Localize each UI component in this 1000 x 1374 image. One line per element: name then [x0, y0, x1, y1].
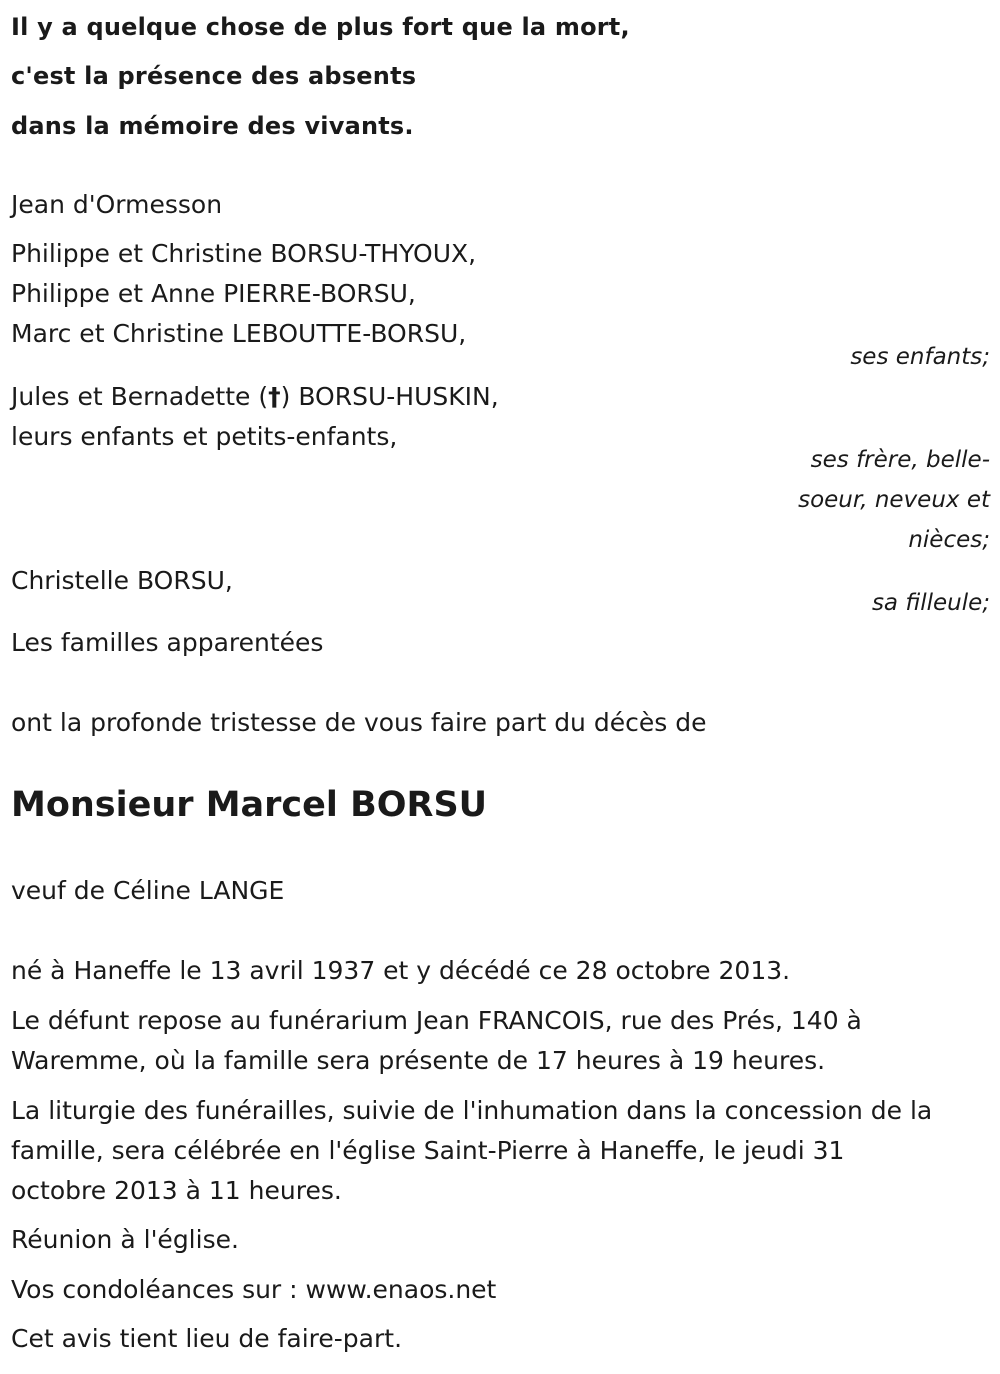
goddaughter: Christelle BORSU,: [11, 566, 233, 595]
children-line-3: Marc et Christine LEBOUTTE-BORSU,: [11, 319, 467, 348]
birth-death-line: né à Haneffe le 13 avril 1937 et y décédé ce 28 octobre 2013.: [11, 956, 791, 985]
children-line-2: Philippe et Anne PIERRE-BORSU,: [11, 279, 416, 308]
quote-line-3: dans la mémoire des vivants.: [11, 112, 414, 140]
liturgy-line-3: octobre 2013 à 11 heures.: [11, 1176, 342, 1205]
liturgy-line-2: famille, sera célébrée en l'église Saint-Pierre à Haneffe, le jeudi 31: [11, 1136, 845, 1165]
quote-line-2: c'est la présence des absents: [11, 62, 417, 90]
brother-prefix: Jules et Bernadette (: [11, 382, 269, 411]
brother-line-1: [11, 382, 499, 412]
spouse-line: veuf de Céline LANGE: [11, 876, 285, 905]
rest-line-1: Le défunt repose au funérarium Jean FRANCOIS, rue des Prés, 140 à: [11, 1006, 862, 1035]
brother-relation-line-2: soeur, neveux et: [798, 487, 990, 513]
announcement: ont la profonde tristesse de vous faire part du décès de: [11, 708, 707, 737]
condolences-line: Vos condoléances sur : www.enaos.net: [11, 1275, 497, 1304]
cross-icon: †: [268, 382, 281, 411]
brother-relation-line-3: nièces;: [908, 527, 990, 553]
related-families: Les familles apparentées: [11, 628, 324, 657]
goddaughter-relation: sa filleule;: [871, 590, 990, 616]
meeting-line: Réunion à l'église.: [11, 1225, 239, 1254]
liturgy-line-1: La liturgie des funérailles, suivie de l'inhumation dans la concession de la: [11, 1096, 933, 1125]
rest-line-2: Waremme, où la famille sera présente de 17 heures à 19 heures.: [11, 1046, 826, 1075]
brother-relation-line-1: ses frère, belle-: [810, 447, 990, 473]
brother-line-2: leurs enfants et petits-enfants,: [11, 422, 398, 451]
notice-line: Cet avis tient lieu de faire-part.: [11, 1324, 403, 1353]
quote-line-1: Il y a quelque chose de plus fort que la mort,: [11, 13, 630, 41]
deceased-name: Monsieur Marcel BORSU: [11, 785, 488, 825]
children-line-1: Philippe et Christine BORSU-THYOUX,: [11, 239, 477, 268]
children-relation: ses enfants;: [850, 344, 990, 370]
brother-suffix: ) BORSU-HUSKIN,: [280, 382, 499, 411]
quote-author: Jean d'Ormesson: [11, 190, 223, 219]
